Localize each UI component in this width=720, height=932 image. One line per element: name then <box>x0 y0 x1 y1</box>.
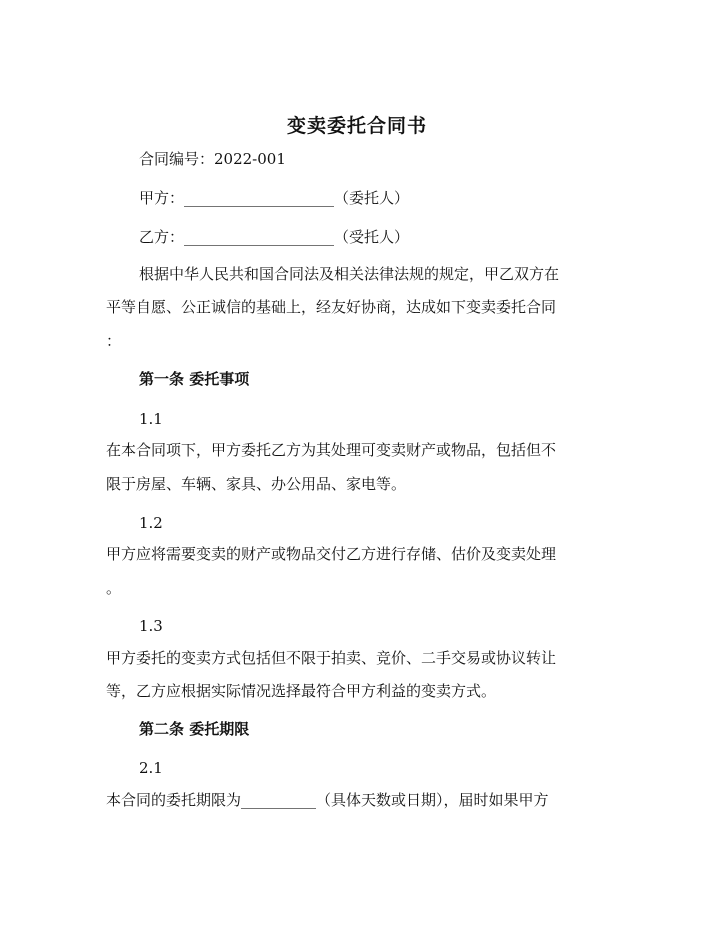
preamble-line: 根据中华人民共和国合同法及相关法律法规的规定，甲乙双方在 <box>139 265 560 283</box>
clause-number: 2.1 <box>139 759 163 777</box>
party-a-line: 甲方：____________________（委托人） <box>139 189 410 207</box>
clause-number: 1.3 <box>139 617 163 635</box>
clause-text: 限于房屋、车辆、家具、办公用品、家电等。 <box>106 475 407 493</box>
preamble-line: 平等自愿、公正诚信的基础上，经友好协商，达成如下变卖委托合同 <box>106 298 557 316</box>
clause-text: 在本合同项下，甲方委托乙方为其处理可变卖财产或物品，包括但不 <box>106 441 557 459</box>
clause-text: 本合同的委托期限为__________（具体天数或日期），届时如果甲方 <box>106 791 549 809</box>
clause-number: 1.2 <box>139 514 163 532</box>
contract-number: 合同编号：2022-001 <box>139 150 286 168</box>
party-b-line: 乙方：____________________（受托人） <box>139 228 410 246</box>
clause-text: 甲方应将需要变卖的财产或物品交付乙方进行存储、估价及变卖处理 <box>106 545 557 563</box>
clause-text: 甲方委托的变卖方式包括但不限于拍卖、竞价、二手交易或协议转让 <box>106 649 557 667</box>
article-1-heading: 第一条 委托事项 <box>139 370 250 388</box>
document-title: 变卖委托合同书 <box>287 115 428 137</box>
article-2-heading: 第二条 委托期限 <box>139 720 250 738</box>
clause-text: 等，乙方应根据实际情况选择最符合甲方利益的变卖方式。 <box>106 682 497 700</box>
clause-number: 1.1 <box>139 410 163 428</box>
clause-text: 。 <box>106 579 122 597</box>
preamble-line: ： <box>106 332 122 350</box>
